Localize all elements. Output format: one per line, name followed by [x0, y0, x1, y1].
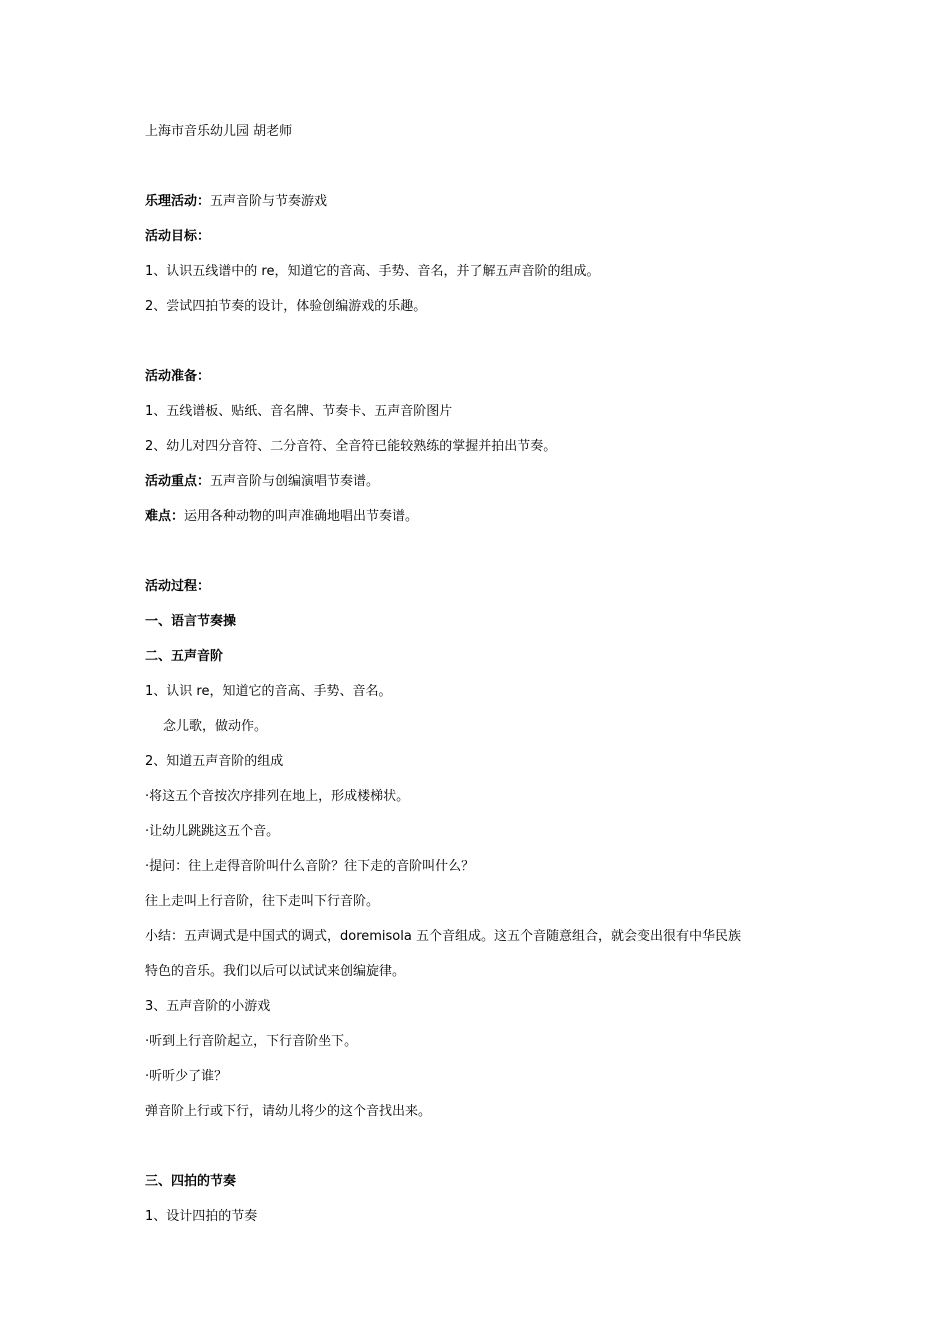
prep-heading: 活动准备： [145, 369, 211, 384]
activity-title [145, 194, 327, 210]
process-line: 特色的音乐。我们以后可以试试来创编旋律。 [145, 964, 406, 979]
activity-title-value: 五声音阶与节奏游戏 [210, 194, 328, 209]
process-line: 2、知道五声音阶的组成 [145, 754, 284, 769]
difficulty-label: 难点： [145, 509, 185, 524]
process-line: 1、设计四拍的节奏 [145, 1209, 258, 1224]
process-line: 1、认识 re，知道它的音高、手势、音名。 [145, 684, 392, 699]
author-line: 上海市音乐幼儿园 胡老师 [145, 124, 293, 139]
process-heading: 活动过程： [145, 579, 211, 594]
process-line: 弹音阶上行或下行，请幼儿将少的这个音找出来。 [145, 1104, 432, 1119]
process-line: 念儿歌，做动作。 [163, 719, 268, 734]
prep-item: 1、五线谱板、贴纸、音名牌、节奏卡、五声音阶图片 [145, 404, 453, 419]
goal-item: 2、尝试四拍节奏的设计，体验创编游戏的乐趣。 [145, 299, 427, 314]
section-heading-3: 三、四拍的节奏 [145, 1174, 237, 1189]
key-point-label: 活动重点： [145, 474, 211, 489]
section-heading-1: 一、语言节奏操 [145, 614, 237, 629]
section-heading-2: 二、五声音阶 [145, 649, 224, 664]
process-line: ·将这五个音按次序排列在地上，形成楼梯状。 [145, 789, 410, 804]
difficulty-value: 运用各种动物的叫声准确地唱出节奏谱。 [184, 509, 419, 524]
process-line: 往上走叫上行音阶，往下走叫下行音阶。 [145, 894, 380, 909]
process-line: 小结：五声调式是中国式的调式，doremisola 五个音组成。这五个音随意组合，就会变出很有中华民族 [145, 929, 741, 944]
process-line: ·提问：往上走得音阶叫什么音阶？往下走的音阶叫什么？ [145, 859, 475, 874]
process-line: ·听听少了谁？ [145, 1069, 228, 1084]
goals-heading: 活动目标： [145, 229, 211, 244]
process-line: ·让幼儿跳跳这五个音。 [145, 824, 280, 839]
key-point [145, 474, 379, 490]
process-line: ·听到上行音阶起立，下行音阶坐下。 [145, 1034, 358, 1049]
goal-item: 1、认识五线谱中的 re，知道它的音高、手势、音名，并了解五声音阶的组成。 [145, 264, 600, 279]
activity-title-label: 乐理活动： [145, 194, 211, 209]
difficulty [145, 509, 418, 525]
prep-item: 2、幼儿对四分音符、二分音符、全音符已能较熟练的掌握并拍出节奏。 [145, 439, 557, 454]
key-point-value: 五声音阶与创编演唱节奏谱。 [210, 474, 380, 489]
process-line: 3、五声音阶的小游戏 [145, 999, 271, 1014]
